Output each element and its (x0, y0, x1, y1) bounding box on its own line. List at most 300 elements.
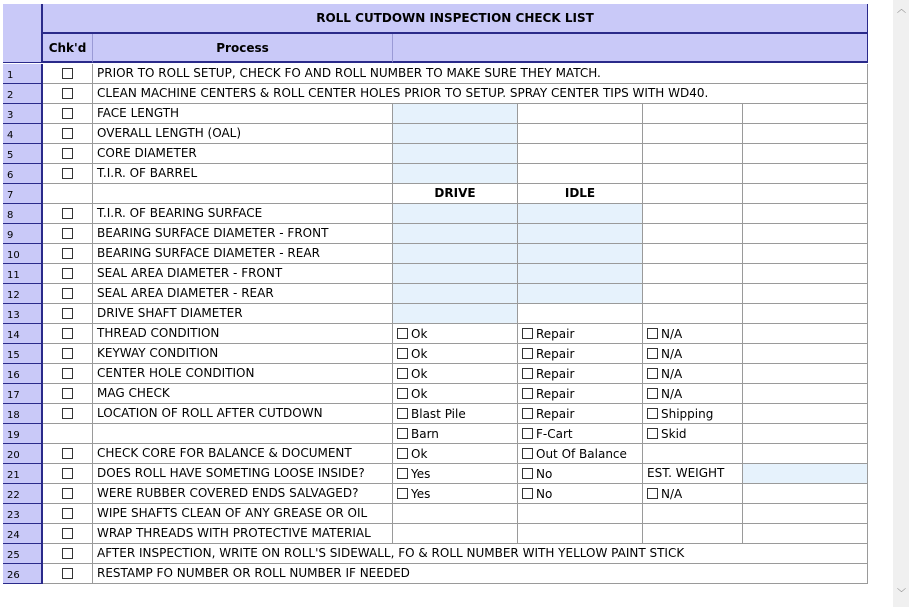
detail-cell (643, 524, 743, 544)
process-text: RESTAMP FO NUMBER OR ROLL NUMBER IF NEEDED (93, 564, 868, 584)
row-number: 20 (3, 444, 43, 464)
process-text (93, 184, 393, 204)
detail-cell (743, 204, 868, 224)
detail-cell (743, 404, 868, 424)
checkbox-icon[interactable] (397, 488, 408, 499)
row-number: 21 (3, 464, 43, 484)
process-text: CLEAN MACHINE CENTERS & ROLL CENTER HOLES PRIOR TO SETUP. SPRAY CENTER TIPS WITH WD40. (93, 84, 868, 104)
detail-cell (643, 104, 743, 124)
checked-checkbox[interactable] (62, 108, 73, 119)
checklist-row (43, 264, 868, 284)
checked-cell (43, 284, 93, 304)
checklist-row (43, 324, 868, 344)
option-label: Yes (411, 486, 431, 501)
row-number: 2 (3, 84, 43, 104)
detail-cell (743, 424, 868, 444)
checklist-row (43, 184, 868, 204)
detail-cell (643, 384, 743, 404)
value-input[interactable] (518, 244, 643, 264)
checklist-row (43, 564, 868, 584)
checked-cell (43, 224, 93, 244)
detail-cell (743, 384, 868, 404)
checked-checkbox[interactable] (62, 308, 73, 319)
scrollbar-track[interactable] (895, 18, 907, 588)
detail-cell (518, 144, 643, 164)
option-label: Repair (536, 326, 575, 341)
option-label: N/A (661, 346, 683, 361)
detail-cell (643, 504, 743, 524)
option-checkbox[interactable] (393, 384, 517, 403)
checkbox-icon[interactable] (522, 428, 533, 439)
row-number: 17 (3, 384, 43, 404)
detail-cell (518, 484, 643, 504)
process-text: CORE DIAMETER (93, 144, 393, 164)
row-number: 1 (3, 64, 43, 84)
checklist-row (43, 224, 868, 244)
detail-cell (518, 344, 643, 364)
option-checkbox[interactable] (643, 364, 742, 383)
checklist-row (43, 524, 868, 544)
checklist-row (43, 384, 868, 404)
checklist-row (43, 424, 868, 444)
checked-checkbox[interactable] (62, 88, 73, 99)
detail-cell (643, 304, 743, 324)
row-number: 9 (3, 224, 43, 244)
detail-cell (743, 244, 868, 264)
detail-cell (518, 104, 643, 124)
checklist-row (43, 344, 868, 364)
value-input[interactable] (393, 104, 518, 124)
checked-checkbox[interactable] (62, 368, 73, 379)
checked-checkbox[interactable] (62, 548, 73, 559)
detail-cell (643, 164, 743, 184)
checked-checkbox[interactable] (62, 408, 73, 419)
checked-checkbox[interactable] (62, 288, 73, 299)
checked-checkbox[interactable] (62, 148, 73, 159)
row-number: 6 (3, 164, 43, 184)
checklist-row (43, 364, 868, 384)
detail-cell (518, 124, 643, 144)
option-label: N/A (661, 366, 683, 381)
process-text: SEAL AREA DIAMETER - FRONT (93, 264, 393, 284)
process-text: MAG CHECK (93, 384, 393, 404)
option-checkbox[interactable] (393, 484, 517, 503)
checkbox-icon[interactable] (647, 368, 658, 379)
checked-cell (43, 504, 93, 524)
checkbox-icon[interactable] (647, 328, 658, 339)
checklist-row (43, 544, 868, 564)
detail-cell (393, 184, 518, 204)
checklist-row (43, 304, 868, 324)
option-checkbox[interactable] (643, 344, 742, 363)
process-text: PRIOR TO ROLL SETUP, CHECK FO AND ROLL NUMBER TO MAKE SURE THEY MATCH. (93, 64, 868, 84)
option-checkbox[interactable] (393, 424, 517, 443)
checklist-row (43, 84, 868, 104)
checkbox-icon[interactable] (522, 348, 533, 359)
checked-checkbox[interactable] (62, 488, 73, 499)
value-input[interactable] (393, 244, 518, 264)
checklist-row (43, 484, 868, 504)
detail-cell (643, 284, 743, 304)
detail-cell (643, 424, 743, 444)
detail-cell (393, 404, 518, 424)
option-label: F-Cart (536, 426, 573, 441)
option-checkbox[interactable] (518, 444, 642, 463)
checkbox-icon[interactable] (397, 448, 408, 459)
row-number: 24 (3, 524, 43, 544)
option-label: Ok (411, 386, 428, 401)
checklist-row (43, 204, 868, 224)
detail-cell (643, 344, 743, 364)
row-number: 7 (3, 184, 43, 204)
detail-cell (393, 504, 518, 524)
checked-checkbox[interactable] (62, 168, 73, 179)
checklist-row (43, 284, 868, 304)
process-text: T.I.R. OF BARREL (93, 164, 393, 184)
option-label: Repair (536, 366, 575, 381)
checked-checkbox[interactable] (62, 68, 73, 79)
process-text: AFTER INSPECTION, WRITE ON ROLL'S SIDEWALL, FO & ROLL NUMBER WITH YELLOW PAINT STICK (93, 544, 868, 564)
detail-cell (643, 324, 743, 344)
checked-checkbox[interactable] (62, 128, 73, 139)
detail-cell (518, 184, 643, 204)
checklist-row (43, 444, 868, 464)
checkbox-icon[interactable] (522, 488, 533, 499)
value-input[interactable] (743, 464, 868, 484)
detail-cell (393, 324, 518, 344)
option-checkbox[interactable] (643, 484, 742, 503)
checkbox-icon[interactable] (397, 368, 408, 379)
checked-cell (43, 264, 93, 284)
detail-cell (743, 524, 868, 544)
checked-cell (43, 244, 93, 264)
checked-cell (43, 444, 93, 464)
column-subheader: DRIVE (434, 186, 476, 200)
checkbox-icon[interactable] (397, 408, 408, 419)
checklist-row (43, 104, 868, 124)
option-label: N/A (661, 326, 683, 341)
checkbox-icon[interactable] (647, 408, 658, 419)
checklist-title: ROLL CUTDOWN INSPECTION CHECK LIST (43, 4, 868, 34)
option-checkbox[interactable] (393, 364, 517, 383)
option-label: Yes (411, 466, 431, 481)
checklist-row (43, 464, 868, 484)
row-number: 3 (3, 104, 43, 124)
process-text: T.I.R. OF BEARING SURFACE (93, 204, 393, 224)
option-checkbox[interactable] (518, 464, 642, 483)
checkbox-icon[interactable] (397, 348, 408, 359)
checked-checkbox[interactable] (62, 228, 73, 239)
scroll-down-arrow-icon[interactable]: ﹀ (897, 589, 907, 599)
option-checkbox[interactable] (643, 324, 742, 343)
row-number: 12 (3, 284, 43, 304)
checklist-row (43, 64, 868, 84)
detail-cell (743, 264, 868, 284)
checked-checkbox[interactable] (62, 568, 73, 579)
checked-cell (43, 564, 93, 584)
detail-cell (743, 104, 868, 124)
checked-cell (43, 464, 93, 484)
detail-cell (518, 504, 643, 524)
row-number: 16 (3, 364, 43, 384)
detail-cell (743, 224, 868, 244)
detail-cell (643, 364, 743, 384)
option-checkbox[interactable] (518, 404, 642, 423)
option-checkbox[interactable] (518, 484, 642, 503)
row-number: 25 (3, 544, 43, 564)
option-label: N/A (661, 486, 683, 501)
row-number: 11 (3, 264, 43, 284)
checked-cell (43, 404, 93, 424)
value-input[interactable] (518, 284, 643, 304)
option-label: Repair (536, 406, 575, 421)
option-label: Skid (661, 426, 687, 441)
option-label: Repair (536, 386, 575, 401)
detail-cell (643, 124, 743, 144)
checked-cell (43, 84, 93, 104)
value-input[interactable] (393, 304, 518, 324)
option-checkbox[interactable] (518, 324, 642, 343)
detail-cell (518, 304, 643, 324)
checklist-row (43, 124, 868, 144)
checkbox-icon[interactable] (522, 328, 533, 339)
checked-cell (43, 324, 93, 344)
row-number: 4 (3, 124, 43, 144)
option-label: No (536, 486, 553, 501)
checked-cell (43, 184, 93, 204)
checkbox-icon[interactable] (647, 388, 658, 399)
checklist-row (43, 144, 868, 164)
detail-cell (643, 144, 743, 164)
detail-cell (393, 384, 518, 404)
option-checkbox[interactable] (393, 324, 517, 343)
detail-cell (643, 484, 743, 504)
checked-cell (43, 204, 93, 224)
process-text: CENTER HOLE CONDITION (93, 364, 393, 384)
option-label: Barn (411, 426, 439, 441)
option-checkbox[interactable] (393, 344, 517, 363)
checkbox-icon[interactable] (397, 388, 408, 399)
checked-checkbox[interactable] (62, 528, 73, 539)
detail-cell (518, 384, 643, 404)
detail-cell (743, 164, 868, 184)
row-number: 8 (3, 204, 43, 224)
process-text: DOES ROLL HAVE SOMETING LOOSE INSIDE? (93, 464, 393, 484)
value-input[interactable] (518, 264, 643, 284)
checked-checkbox[interactable] (62, 508, 73, 519)
detail-cell (393, 344, 518, 364)
detail-cell (743, 324, 868, 344)
checklist-row (43, 504, 868, 524)
checked-cell (43, 144, 93, 164)
process-text: WIPE SHAFTS CLEAN OF ANY GREASE OR OIL (93, 504, 393, 524)
process-text: CHECK CORE FOR BALANCE & DOCUMENT (93, 444, 393, 464)
checked-cell (43, 364, 93, 384)
value-input[interactable] (393, 284, 518, 304)
process-text: WRAP THREADS WITH PROTECTIVE MATERIAL (93, 524, 393, 544)
checked-cell (43, 64, 93, 84)
option-checkbox[interactable] (518, 424, 642, 443)
option-checkbox[interactable] (393, 404, 517, 423)
option-checkbox[interactable] (393, 464, 517, 483)
detail-cell (643, 244, 743, 264)
option-checkbox[interactable] (643, 424, 742, 443)
detail-cell (643, 204, 743, 224)
detail-cell (743, 444, 868, 464)
row-number: 18 (3, 404, 43, 424)
checked-cell (43, 544, 93, 564)
checkbox-icon[interactable] (522, 388, 533, 399)
process-text: BEARING SURFACE DIAMETER - FRONT (93, 224, 393, 244)
detail-cell (743, 504, 868, 524)
detail-cell (643, 264, 743, 284)
detail-cell (743, 124, 868, 144)
process-text: DRIVE SHAFT DIAMETER (93, 304, 393, 324)
process-text: LOCATION OF ROLL AFTER CUTDOWN (93, 404, 393, 424)
value-input[interactable] (393, 224, 518, 244)
column-header-process: Process (93, 34, 393, 63)
row-number: 19 (3, 424, 43, 444)
vertical-scrollbar[interactable] (893, 0, 909, 607)
checked-cell (43, 484, 93, 504)
process-text: THREAD CONDITION (93, 324, 393, 344)
checkbox-icon[interactable] (397, 468, 408, 479)
detail-cell (393, 524, 518, 544)
checkbox-icon[interactable] (522, 368, 533, 379)
checked-checkbox[interactable] (62, 208, 73, 219)
checklist-row (43, 244, 868, 264)
detail-cell (643, 224, 743, 244)
detail-cell (743, 184, 868, 204)
checkbox-icon[interactable] (522, 408, 533, 419)
value-input[interactable] (518, 204, 643, 224)
checkbox-icon[interactable] (522, 448, 533, 459)
detail-cell (743, 364, 868, 384)
option-checkbox[interactable] (393, 444, 517, 463)
detail-cell (743, 144, 868, 164)
option-label: N/A (661, 386, 683, 401)
process-text (93, 424, 393, 444)
checkbox-icon[interactable] (647, 488, 658, 499)
detail-cell (743, 304, 868, 324)
checked-cell (43, 424, 93, 444)
value-input[interactable] (393, 204, 518, 224)
column-header-checked: Chk'd (43, 34, 93, 63)
value-input[interactable] (393, 124, 518, 144)
detail-cell (393, 444, 518, 464)
option-checkbox[interactable] (518, 364, 642, 383)
row-number: 23 (3, 504, 43, 524)
process-text: WERE RUBBER COVERED ENDS SALVAGED? (93, 484, 393, 504)
detail-cell (393, 424, 518, 444)
process-text: KEYWAY CONDITION (93, 344, 393, 364)
option-checkbox[interactable] (643, 384, 742, 403)
checkbox-icon[interactable] (397, 428, 408, 439)
row-number: 22 (3, 484, 43, 504)
process-text: OVERALL LENGTH (OAL) (93, 124, 393, 144)
checked-checkbox[interactable] (62, 468, 73, 479)
detail-cell (518, 404, 643, 424)
value-input[interactable] (393, 144, 518, 164)
option-checkbox[interactable] (643, 404, 742, 423)
checked-cell (43, 384, 93, 404)
detail-cell (518, 164, 643, 184)
detail-cell (643, 464, 743, 484)
checked-checkbox[interactable] (62, 248, 73, 259)
detail-cell (518, 464, 643, 484)
detail-cell (393, 364, 518, 384)
detail-cell (518, 444, 643, 464)
row-number: 5 (3, 144, 43, 164)
value-input[interactable] (393, 164, 518, 184)
checked-cell (43, 304, 93, 324)
detail-cell (643, 404, 743, 424)
checked-cell (43, 124, 93, 144)
process-text: FACE LENGTH (93, 104, 393, 124)
value-input[interactable] (393, 264, 518, 284)
process-text: SEAL AREA DIAMETER - REAR (93, 284, 393, 304)
row-number: 14 (3, 324, 43, 344)
row-number: 13 (3, 304, 43, 324)
checked-checkbox[interactable] (62, 448, 73, 459)
option-label: Ok (411, 446, 428, 461)
checkbox-icon[interactable] (522, 468, 533, 479)
checklist-row (43, 404, 868, 424)
detail-cell (393, 464, 518, 484)
value-input[interactable] (518, 224, 643, 244)
checklist-row (43, 164, 868, 184)
row-number: 10 (3, 244, 43, 264)
checked-checkbox[interactable] (62, 328, 73, 339)
option-label: Blast Pile (411, 406, 466, 421)
option-checkbox[interactable] (518, 344, 642, 363)
column-subheader: IDLE (564, 186, 596, 200)
checked-checkbox[interactable] (62, 388, 73, 399)
detail-cell (518, 324, 643, 344)
detail-cell (518, 424, 643, 444)
checked-checkbox[interactable] (62, 268, 73, 279)
checkbox-icon[interactable] (397, 328, 408, 339)
detail-cell (518, 524, 643, 544)
option-label: Ok (411, 326, 428, 341)
detail-cell (518, 364, 643, 384)
checked-cell (43, 344, 93, 364)
field-label: EST. WEIGHT (647, 466, 725, 480)
option-label: Ok (411, 366, 428, 381)
row-number: 26 (3, 564, 43, 584)
option-label: Out Of Balance (536, 446, 627, 461)
detail-cell (643, 444, 743, 464)
detail-cell (743, 284, 868, 304)
detail-cell (643, 184, 743, 204)
detail-cell (743, 484, 868, 504)
scroll-up-arrow-icon[interactable]: ︿ (897, 5, 907, 15)
column-header-details (393, 34, 868, 63)
checked-cell (43, 524, 93, 544)
checkbox-icon[interactable] (647, 428, 658, 439)
option-label: No (536, 466, 553, 481)
process-text: BEARING SURFACE DIAMETER - REAR (93, 244, 393, 264)
checkbox-icon[interactable] (647, 348, 658, 359)
checked-cell (43, 164, 93, 184)
checked-checkbox[interactable] (62, 348, 73, 359)
corner-header (3, 4, 43, 63)
option-label: Shipping (661, 406, 714, 421)
option-label: Ok (411, 346, 428, 361)
option-checkbox[interactable] (518, 384, 642, 403)
detail-cell (743, 344, 868, 364)
row-number: 15 (3, 344, 43, 364)
